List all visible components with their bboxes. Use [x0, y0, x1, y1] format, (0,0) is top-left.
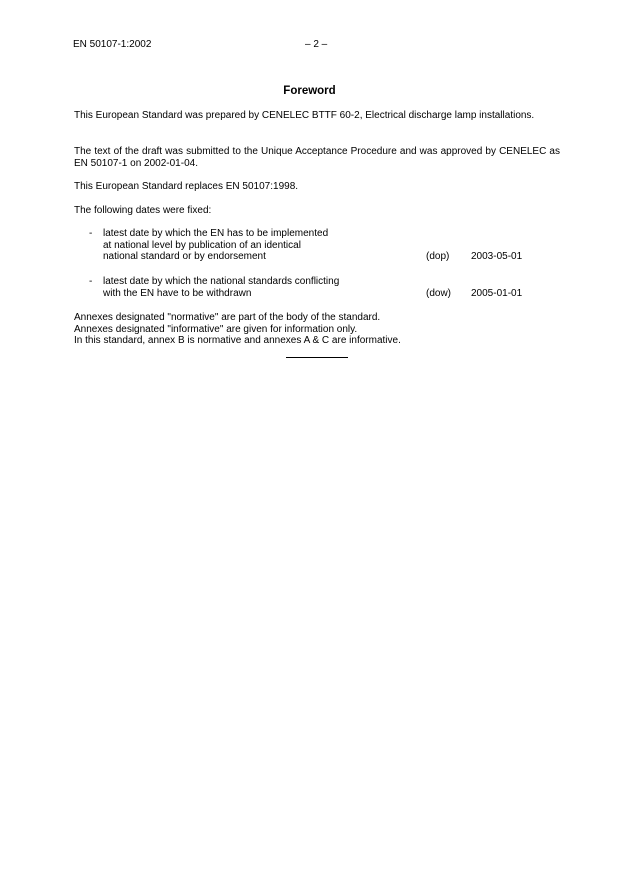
date-item-line: latest date by which the EN has to be implemented — [103, 228, 329, 239]
page-number: – 2 – — [305, 39, 328, 50]
foreword-title: Foreword — [283, 85, 336, 97]
date-item-dop — [74, 228, 560, 264]
date-item-line: latest date by which the national standards conflicting — [103, 276, 340, 287]
date-item-line: with the EN have to be withdrawn — [103, 287, 252, 299]
date-value: 2005-01-01 — [471, 288, 523, 299]
date-item-dow — [74, 276, 560, 300]
foreword-paragraph-dates-intro: The following dates were fixed: — [74, 205, 212, 216]
document-reference: EN 50107-1:2002 — [73, 39, 152, 50]
date-code: (dow) — [426, 288, 452, 299]
date-item-line: at national level by publication of an identical — [103, 239, 301, 251]
annexes-line: Annexes designated "informative" are given for information only. — [74, 323, 358, 335]
date-value: 2003-05-01 — [471, 251, 523, 262]
date-item-description — [103, 276, 423, 299]
date-code: (dop) — [426, 251, 450, 262]
date-item-line: national standard or by endorsement — [103, 251, 266, 262]
annexes-line: Annexes designated "normative" are part of the body of the standard. — [74, 312, 381, 323]
foreword-paragraph-prepared-by: This European Standard was prepared by CENELEC BTTF 60-2, Electrical discharge lamp installations. — [74, 110, 535, 121]
annexes-line: In this standard, annex B is normative and annexes A & C are informative. — [74, 335, 401, 346]
list-bullet: - — [89, 228, 93, 239]
end-rule — [286, 357, 348, 358]
list-bullet: - — [89, 276, 93, 287]
date-item-description — [103, 228, 423, 263]
foreword-paragraph-approval: The text of the draft was submitted to the Unique Acceptance Procedure and was approved by CENELEC as EN 50107-1 on 2002-01-04. — [74, 146, 560, 169]
annexes-note — [74, 312, 560, 347]
foreword-paragraph-replaces: This European Standard replaces EN 50107:1998. — [74, 181, 299, 192]
